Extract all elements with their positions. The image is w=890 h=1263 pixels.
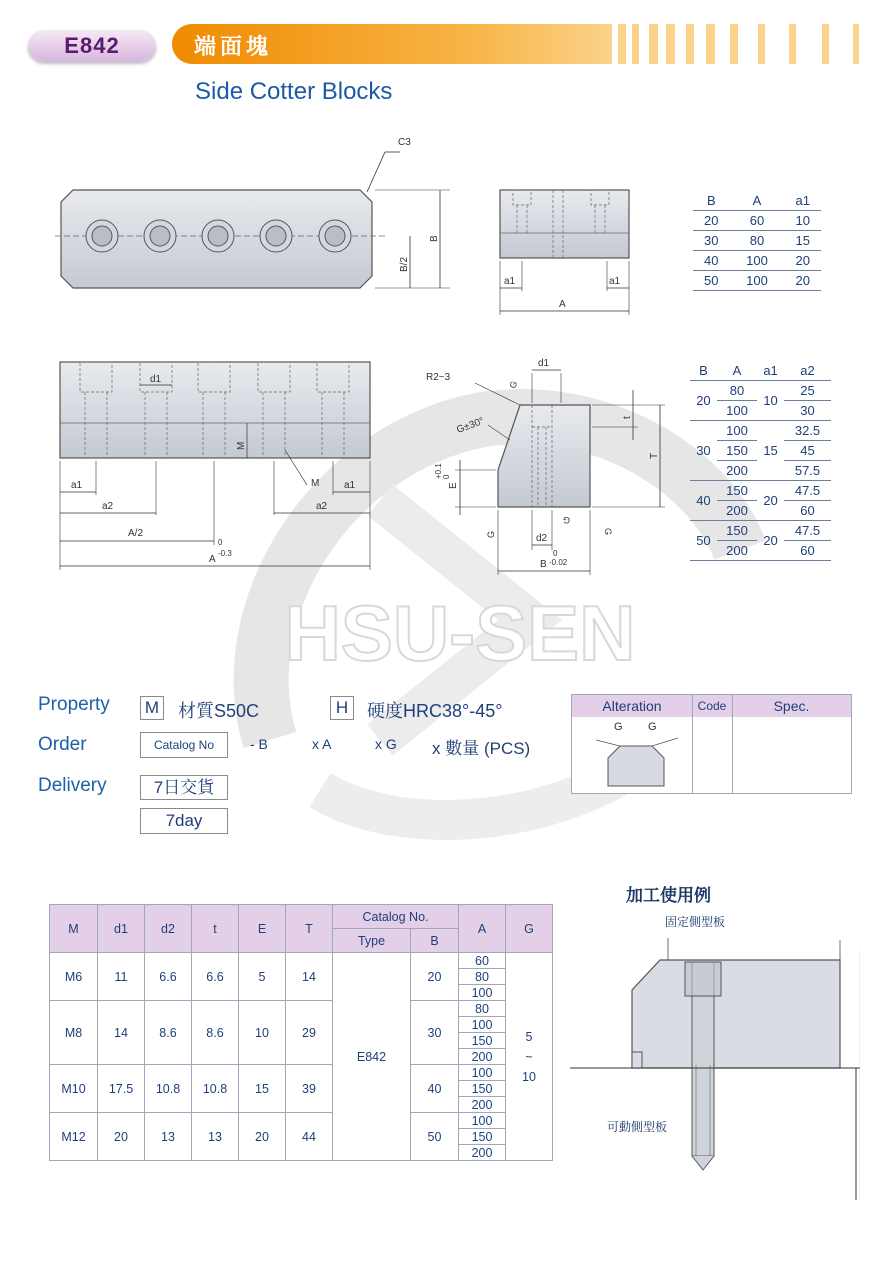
cell: 15 — [239, 1065, 286, 1113]
cell: 100 — [717, 401, 757, 421]
title-stripe — [758, 24, 765, 64]
col-header: G — [506, 905, 553, 953]
property-label: Property — [38, 694, 110, 715]
material-text: 材質S50C — [178, 701, 260, 721]
cell: 60 — [784, 541, 831, 561]
catalog-no-box: Catalog No — [140, 732, 228, 758]
cell: 6.6 — [145, 953, 192, 1001]
cell: 14 — [98, 1001, 145, 1065]
cell: 80 — [459, 1001, 506, 1017]
b-half-label: B/2 — [399, 256, 410, 272]
title-en: Side Cotter Blocks — [195, 78, 393, 105]
cell: 20 — [411, 953, 459, 1001]
col-header: A — [717, 361, 757, 381]
cell: 20 — [784, 271, 821, 291]
g-cell — [506, 953, 553, 1161]
col-header: M — [50, 905, 98, 953]
cell: 20 — [693, 211, 730, 231]
alteration-box — [571, 694, 852, 794]
cell: 14 — [286, 953, 333, 1001]
cell: 60 — [459, 953, 506, 969]
b-tol-bottom: -0.02 — [549, 558, 568, 567]
g-angle-label: G±30° — [455, 415, 486, 436]
g-label: G — [486, 530, 496, 538]
fixed-plate-label: 固定側型板 — [665, 915, 726, 929]
cell: 100 — [459, 1017, 506, 1033]
cell: 10 — [757, 381, 784, 421]
end-view-drawing — [495, 185, 640, 320]
cell: 80 — [717, 381, 757, 401]
cell: 200 — [717, 461, 757, 481]
cell: 40 — [690, 481, 717, 521]
cell: 17.5 — [98, 1065, 145, 1113]
spec-title: Spec. — [773, 698, 810, 714]
a-label: A — [559, 299, 566, 310]
moving-plate-label: 可動側型板 — [607, 1120, 668, 1134]
order-part-a: x A — [312, 736, 332, 752]
usage-title: 加工使用例 — [626, 886, 711, 905]
col-header: B — [411, 929, 459, 953]
cell: 200 — [459, 1145, 506, 1161]
cell: 47.5 — [784, 481, 831, 501]
title-cn: 端面塊 — [194, 34, 273, 59]
title-stripe — [853, 24, 859, 64]
cell: 50 — [693, 271, 730, 291]
title-stripe — [686, 24, 694, 64]
cell: 20 — [784, 251, 821, 271]
col-header: a1 — [784, 191, 821, 211]
col-header: A — [730, 191, 785, 211]
a-tol-bottom: -0.3 — [218, 549, 232, 558]
cell: 44 — [286, 1113, 333, 1161]
a-label: A — [209, 554, 216, 565]
hardness-text: 硬度HRC38°-45° — [367, 701, 503, 721]
col-header: B — [690, 361, 717, 381]
col-header: t — [192, 905, 239, 953]
d2-label: d2 — [536, 533, 548, 544]
cell: 45 — [784, 441, 831, 461]
m-label: M — [236, 441, 247, 450]
cell: 30 — [784, 401, 831, 421]
a-tol-top: 0 — [218, 538, 223, 547]
col-header: a1 — [757, 361, 784, 381]
cell: 60 — [730, 211, 785, 231]
cell: 200 — [459, 1097, 506, 1113]
product-code: E842 — [64, 33, 120, 58]
cell: 39 — [286, 1065, 333, 1113]
cell: 80 — [730, 231, 785, 251]
alteration-wedge-icon — [582, 718, 687, 790]
cell: 15 — [757, 421, 784, 481]
g-value-sep: ~ — [525, 1049, 533, 1064]
cell: 20 — [757, 521, 784, 561]
cell: 11 — [98, 953, 145, 1001]
col-header: A — [459, 905, 506, 953]
cell: 10.8 — [145, 1065, 192, 1113]
g-label: G — [562, 515, 570, 525]
b-label: B — [429, 235, 440, 242]
cell: 32.5 — [784, 421, 831, 441]
usage-diagram — [570, 930, 860, 1200]
cell: 6.6 — [192, 953, 239, 1001]
cell: 30 — [690, 421, 717, 481]
t-small-label: t — [622, 416, 633, 419]
a-half-label: A/2 — [128, 528, 144, 539]
cell: 13 — [145, 1113, 192, 1161]
cell: 10 — [784, 211, 821, 231]
cell: 30 — [693, 231, 730, 251]
e-tol-top: +0.1 — [434, 463, 443, 479]
cell: 60 — [784, 501, 831, 521]
cell: 30 — [411, 1001, 459, 1065]
cell: 150 — [459, 1129, 506, 1145]
col-header: d1 — [98, 905, 145, 953]
delivery-cn-box: 7日交貨 — [140, 775, 228, 800]
hardness-code-box: H — [330, 696, 354, 720]
col-header: a2 — [784, 361, 831, 381]
cell: 100 — [717, 421, 757, 441]
cell: 50 — [411, 1113, 459, 1161]
col-header: T — [286, 905, 333, 953]
g-label: G — [603, 528, 613, 536]
cell: 20 — [690, 381, 717, 421]
cell: 57.5 — [784, 461, 831, 481]
cell: 150 — [717, 481, 757, 501]
side-wedge-drawing — [420, 355, 675, 580]
cell: 100 — [459, 985, 506, 1001]
a1-label: a1 — [609, 276, 621, 287]
a1-label: a1 — [344, 480, 356, 491]
cell: 20 — [757, 481, 784, 521]
material-code-box: M — [140, 696, 164, 720]
title-stripe — [618, 24, 626, 64]
col-header: d2 — [145, 905, 192, 953]
cell: 150 — [459, 1033, 506, 1049]
cell: 10.8 — [192, 1065, 239, 1113]
col-header: B — [693, 191, 730, 211]
title-stripe — [789, 24, 796, 64]
cell: 100 — [730, 271, 785, 291]
cell: 150 — [459, 1081, 506, 1097]
cell: 100 — [730, 251, 785, 271]
cell: 50 — [690, 521, 717, 561]
dimension-table-small — [693, 191, 821, 291]
e-label: E — [448, 482, 459, 489]
cell: 100 — [459, 1065, 506, 1081]
a2-label: a2 — [316, 501, 328, 512]
a2-label: a2 — [102, 501, 114, 512]
title-stripe — [649, 24, 658, 64]
cell: 15 — [784, 231, 821, 251]
top-view-drawing — [55, 130, 455, 310]
col-header: Catalog No. — [333, 905, 459, 929]
title-stripe — [730, 24, 738, 64]
alteration-title: Alteration — [602, 698, 662, 714]
cell: 150 — [717, 521, 757, 541]
order-label: Order — [38, 734, 87, 755]
title-bar — [172, 24, 612, 64]
d1-label: d1 — [150, 374, 162, 385]
g-label: G — [648, 721, 657, 733]
e-tol-bottom: 0 — [442, 474, 451, 479]
cell: 8.6 — [145, 1001, 192, 1065]
cell: 20 — [98, 1113, 145, 1161]
col-header: E — [239, 905, 286, 953]
order-part-g: x G — [375, 736, 397, 752]
cell: M12 — [50, 1113, 98, 1161]
r-label: R2~3 — [426, 372, 451, 383]
g-label: G — [614, 721, 623, 733]
b-label: B — [540, 559, 547, 570]
d1-label: d1 — [538, 358, 550, 369]
dimension-table-a2 — [690, 361, 831, 561]
cell: 13 — [192, 1113, 239, 1161]
delivery-label: Delivery — [38, 775, 107, 796]
col-header: Type — [333, 929, 411, 953]
cell: 80 — [459, 969, 506, 985]
a1-label: a1 — [71, 480, 83, 491]
g-value-min: 5 — [525, 1029, 533, 1044]
product-code-badge — [28, 30, 156, 62]
cell: 25 — [784, 381, 831, 401]
cell: 200 — [717, 541, 757, 561]
g-label: G — [507, 379, 520, 390]
cell: 40 — [693, 251, 730, 271]
front-section-drawing — [55, 355, 380, 575]
cell: 150 — [717, 441, 757, 461]
cell: 29 — [286, 1001, 333, 1065]
a1-label: a1 — [504, 276, 516, 287]
spec-table — [49, 904, 553, 1161]
c3-label: C3 — [398, 137, 411, 148]
title-stripe — [666, 24, 675, 64]
cell: 47.5 — [784, 521, 831, 541]
cell: 8.6 — [192, 1001, 239, 1065]
title-stripe — [632, 24, 639, 64]
b-tol-top: 0 — [553, 549, 558, 558]
g-value-max: 10 — [522, 1069, 536, 1084]
t-big-label: T — [649, 452, 660, 459]
delivery-en-box: 7day — [140, 808, 228, 834]
cell: 10 — [239, 1001, 286, 1065]
m-label: M — [311, 478, 320, 489]
cell: 20 — [239, 1113, 286, 1161]
watermark-text: HSU-SEN — [284, 589, 636, 677]
cell: 5 — [239, 953, 286, 1001]
order-part-qty: x 數量 (PCS) — [432, 739, 531, 758]
code-title: Code — [697, 699, 727, 713]
cell: 200 — [717, 501, 757, 521]
type-cell: E842 — [333, 953, 411, 1161]
title-stripe — [822, 24, 829, 64]
cell: 40 — [411, 1065, 459, 1113]
cell: 200 — [459, 1049, 506, 1065]
title-stripe — [706, 24, 715, 64]
cell: M10 — [50, 1065, 98, 1113]
order-part-b: - B — [250, 736, 268, 752]
cell: M6 — [50, 953, 98, 1001]
cell: M8 — [50, 1001, 98, 1065]
cell: 100 — [459, 1113, 506, 1129]
